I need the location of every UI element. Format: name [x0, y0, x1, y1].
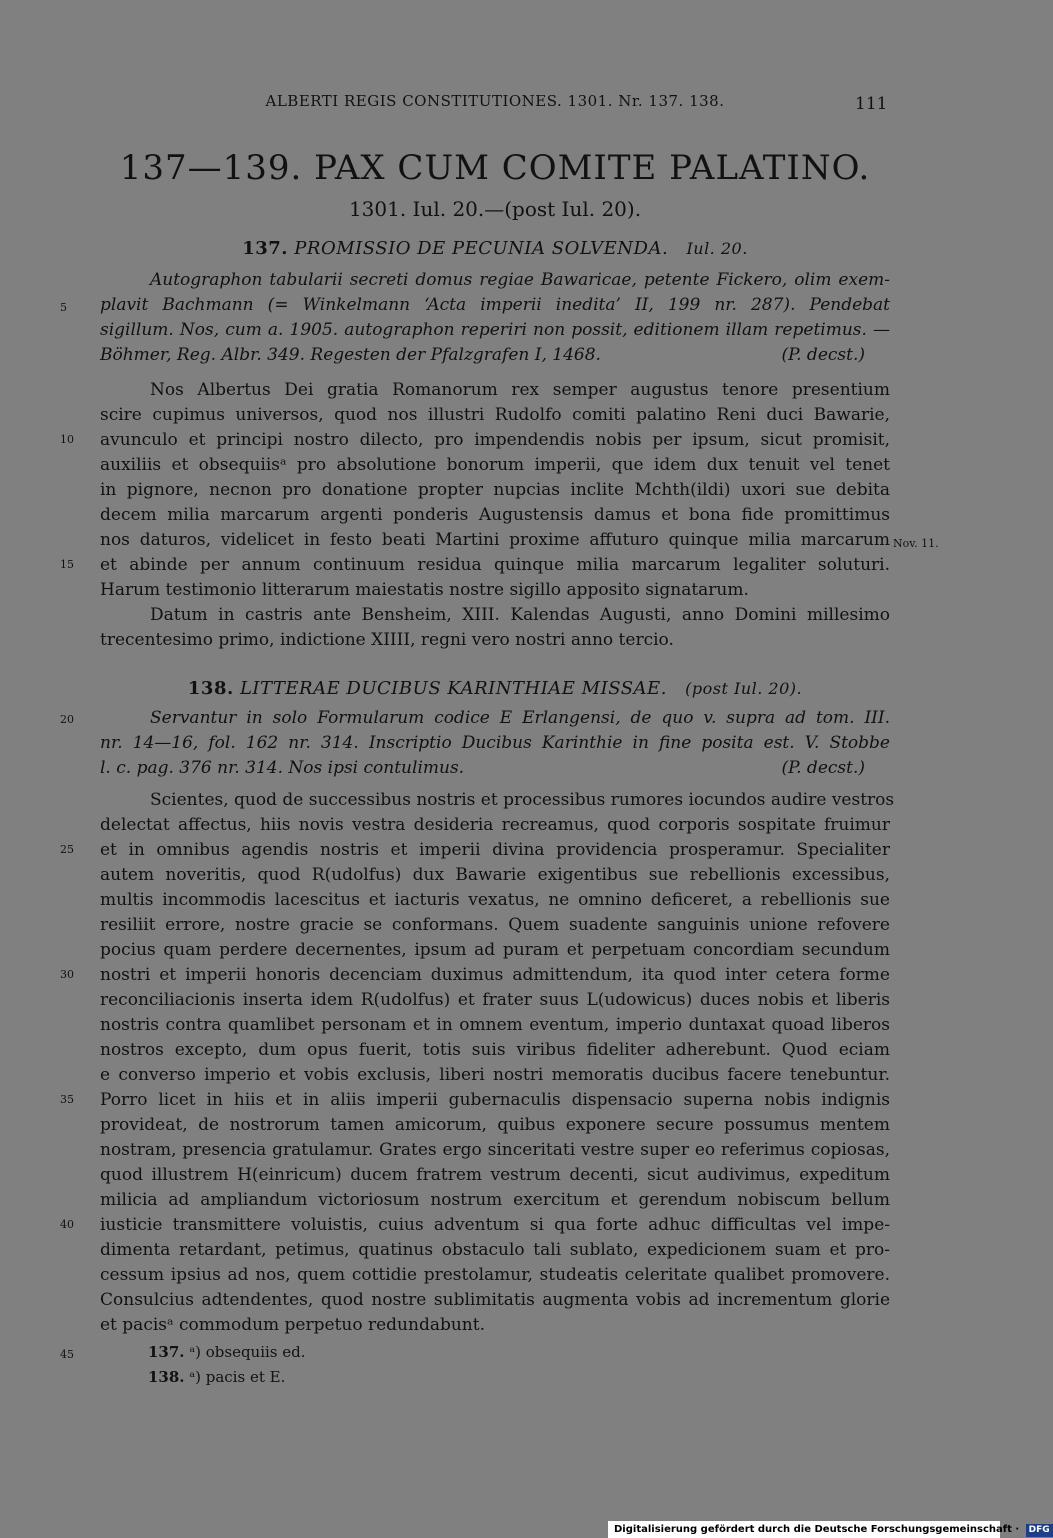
doc-137-date: Iul. 20. [686, 239, 748, 258]
line-number: 35 [60, 1093, 74, 1106]
section-title: 137—139. PAX CUM COMITE PALATINO. [119, 148, 871, 188]
editor-siglum: (P. decst.) [781, 758, 865, 778]
text-line: et abinde per annum continuum residua quinque milia marcarum legaliter soluturi. [100, 555, 890, 575]
source-line: sigillum. Nos, cum a. 1905. autographon reperiri non possit, editionem illam repetimus. — [100, 320, 890, 340]
text-line: et pacisᵃ commodum perpetuo redundabunt. [100, 1315, 485, 1335]
doc-138-heading [100, 678, 890, 699]
text-line: trecentesimo primo, indictione XIIII, regni vero nostri anno tercio. [100, 630, 674, 650]
text-line: delectat affectus, hiis novis vestra desideria recreamus, quod corporis sospitate fruimur [100, 815, 890, 835]
text-line: nos daturos, videlicet in festo beati Martini proxime affuturo quinque milia marcarum [100, 530, 890, 550]
line-number: 5 [60, 301, 67, 314]
source-line: nr. 14—16, fol. 162 nr. 314. Inscriptio Ducibus Karinthie in fine posita est. V. Stobbe [100, 733, 890, 753]
page-number: 111 [855, 94, 888, 114]
source-line-text: l. c. pag. 376 nr. 314. Nos ipsi contulimus. [100, 758, 465, 778]
banner-text: Digitalisierung gefördert durch die Deutsche Forschungsgemeinschaft · [614, 1524, 1020, 1535]
text-line: Nos Albertus Dei gratia Romanorum rex semper augustus tenore presentium [150, 380, 890, 400]
text-line: avunculo et principi nostro dilecto, pro impendendis nobis per ipsum, sicut promisit, [100, 430, 890, 450]
footnote-ref: 138. [148, 1368, 185, 1386]
text-line: decem milia marcarum argenti ponderis Augustensis damus et bona fide promittimus [100, 505, 890, 525]
digitization-banner[interactable] [608, 1521, 1050, 1538]
source-line-text: Böhmer, Reg. Albr. 349. Regesten der Pfalzgrafen I, 1468. [100, 345, 601, 365]
text-line: auxiliis et obsequiisᵃ pro absolutione bonorum imperii, que idem dux tenuit vel tenet [100, 455, 890, 475]
text-line: Harum testimonio litterarum maiestatis nostre sigillo apposito signatarum. [100, 580, 749, 600]
line-number: 25 [60, 843, 74, 856]
line-number: 30 [60, 968, 74, 981]
text-line: provideat, de nostrorum tamen amicorum, quibus exponere secure possumus mentem [100, 1115, 890, 1135]
doc-137-heading [100, 238, 890, 259]
footnote [148, 1343, 306, 1361]
source-line [100, 756, 890, 781]
line-number: 40 [60, 1218, 74, 1231]
text-line: nostris contra quamlibet personam et in omnem eventum, imperio duntaxat quoad liberos [100, 1015, 890, 1035]
text-line: cessum ipsius ad nos, quem cottidie prestolamur, studeatis celeritate qualibet promovere. [100, 1265, 890, 1285]
doc-137-title: PROMISSIO DE PECUNIA SOLVENDA. [294, 238, 669, 259]
text-line: multis incommodis lacescitus et iacturis vexatus, ne omnino deficeret, a rebellionis sue [100, 890, 890, 910]
text-line: autem noveritis, quod R(udolfus) dux Bawarie exigentibus sue rebellionis excessibus, [100, 865, 890, 885]
source-line: plavit Bachmann (= Winkelmann ‘Acta imperii inedita’ II, 199 nr. 287). Pendebat [100, 295, 890, 315]
source-line: Servantur in solo Formularum codice E Erlangensi, de quo v. supra ad tom. III. [150, 708, 890, 728]
doc-138-title: LITTERAE DUCIBUS KARINTHIAE MISSAE. [239, 678, 667, 699]
text-line: scire cupimus universos, quod nos illustri Rudolfo comiti palatino Reni duci Bawarie, [100, 405, 890, 425]
footnote-text: ᵃ) pacis et E. [189, 1368, 286, 1386]
line-number: 15 [60, 558, 74, 571]
line-number: 45 [60, 1348, 74, 1361]
text-line: iusticie transmittere voluistis, cuius adventum si qua forte adhuc difficultas vel impe- [100, 1215, 890, 1235]
text-line: nostram, presencia gratulamur. Grates ergo sinceritati vestre super eo referimus copiosas, [100, 1140, 890, 1160]
text-line: reconciliacionis inserta idem R(udolfus) et frater suus L(udowicus) duces nobis et liberis [100, 990, 890, 1010]
section-date: 1301. Iul. 20.—(post Iul. 20). [348, 197, 642, 221]
text-line: in pignore, necnon pro donatione propter nupcias inclite Mchth(ildi) uxori sue debita [100, 480, 890, 500]
text-line: Datum in castris ante Bensheim, XIII. Kalendas Augusti, anno Domini millesimo [150, 605, 890, 625]
editor-siglum: (P. decst.) [781, 345, 865, 365]
dfg-logo-icon: DFG [1026, 1524, 1053, 1537]
line-number: 10 [60, 433, 74, 446]
text-line: Porro licet in hiis et in aliis imperii gubernaculis dispensacio superna nobis indignis [100, 1090, 890, 1110]
text-line: et in omnibus agendis nostris et imperii divina providencia prosperamur. Specialiter [100, 840, 890, 860]
text-line: Consulcius adtendentes, quod nostre sublimitatis augmenta vobis ad incrementum glorie [100, 1290, 890, 1310]
running-head: ALBERTI REGIS CONSTITUTIONES. 1301. Nr. 137. 138. [265, 92, 725, 110]
source-line: Autographon tabularii secreti domus regiae Bawaricae, petente Fickero, olim exem- [150, 270, 890, 290]
line-number: 20 [60, 713, 74, 726]
text-line: e converso imperio et vobis exclusis, liberi nostri memoratis ducibus facere tenebuntur. [100, 1065, 890, 1085]
source-line [100, 343, 890, 368]
text-line: dimenta retardant, petimus, quatinus obstaculo tali sublato, expedicionem suam et pro- [100, 1240, 890, 1260]
doc-138-number: 138. [187, 678, 234, 699]
doc-137-number: 137. [242, 238, 289, 259]
margin-date-note: Nov. 11. [893, 537, 939, 550]
text-line: nostri et imperii honoris decenciam duximus admittendum, ita quod inter cetera forme [100, 965, 890, 985]
text-line: quod illustrem H(einricum) ducem fratrem vestrum decenti, sicut audivimus, expeditum [100, 1165, 890, 1185]
text-line: resiliit errore, nostre gracie se conformans. Quem suadente sanguinis unione refovere [100, 915, 890, 935]
text-line: nostros excepto, dum opus fuerit, totis suis viribus fideliter adherebunt. Quod eciam [100, 1040, 890, 1060]
doc-138-date: (post Iul. 20). [685, 679, 803, 698]
footnote-text: ᵃ) obsequiis ed. [189, 1343, 306, 1361]
text-line: Scientes, quod de successibus nostris et processibus rumores iocundos audire vestros [150, 790, 895, 810]
footnote-ref: 137. [148, 1343, 185, 1361]
footnote [148, 1368, 285, 1386]
text-line: milicia ad ampliandum victoriosum nostrum exercitum et gerendum nobiscum bellum [100, 1190, 890, 1210]
text-line: pocius quam perdere decernentes, ipsum ad puram et perpetuam concordiam secundum [100, 940, 890, 960]
